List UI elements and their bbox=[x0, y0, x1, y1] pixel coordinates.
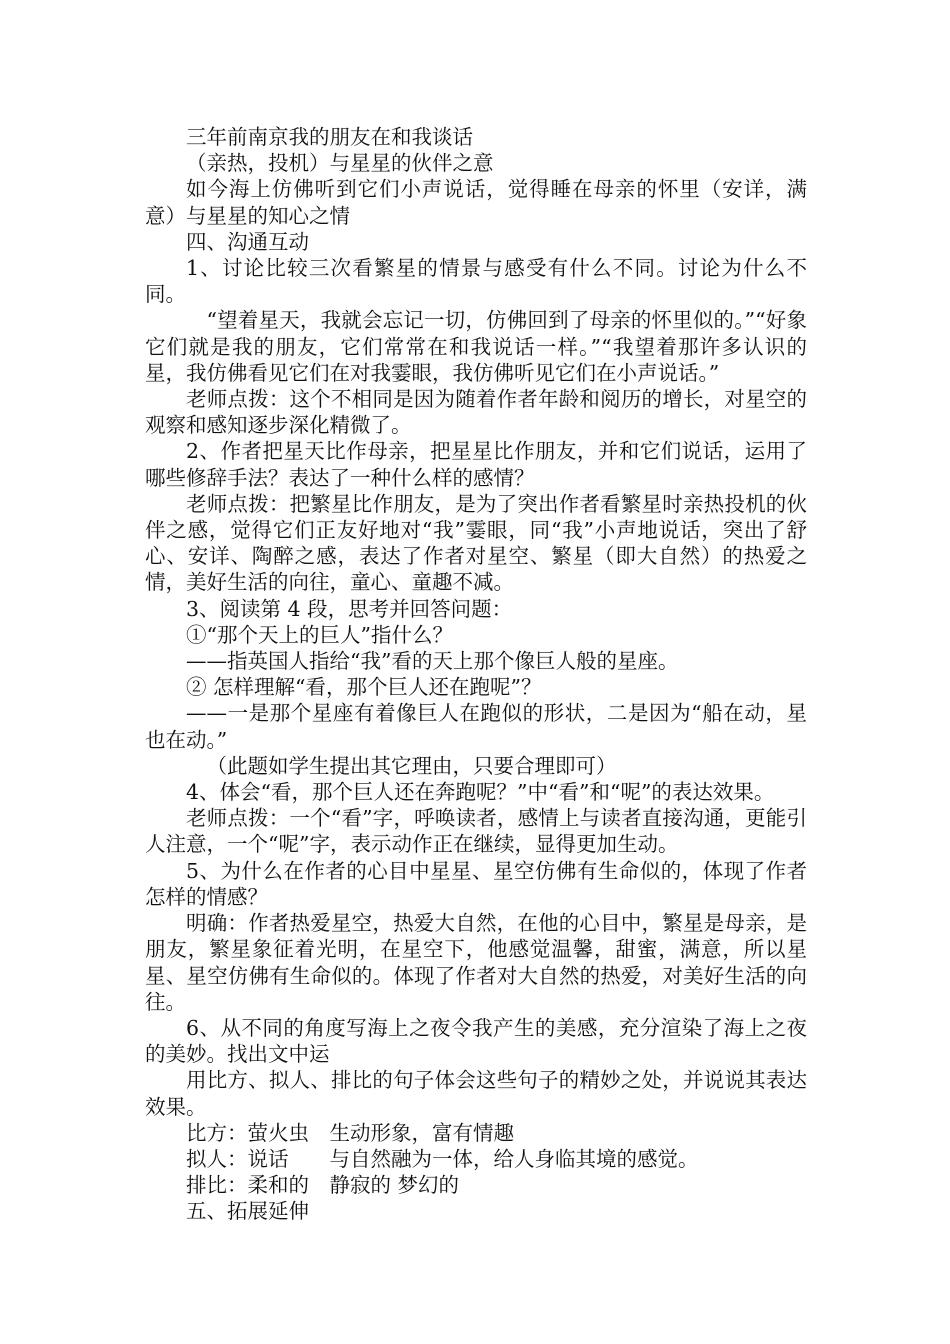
example-line: 比方：萤火虫 生动形象，富有情趣 bbox=[186, 1120, 514, 1145]
sub-question: ①“那个天上的巨人”指什么？ bbox=[186, 622, 453, 647]
question: 2、作者把星天比作母亲，把星星比作朋友，并和它们说话，运用了哪些修辞手法？表达了一种什么样的感情？ bbox=[145, 439, 807, 490]
paragraph: 如今海上仿佛听到它们小声说话，觉得睡在母亲的怀里（安详，满意）与星星的知心之情 bbox=[145, 177, 807, 228]
section-heading: 五、拓展延伸 bbox=[186, 1199, 309, 1224]
teacher-note: 老师点拨：把繁星比作朋友，是为了突出作者看繁星时亲热投机的伙伴之感，觉得它们正友好地对“我”霎眼，同“我”小声地说话，突出了舒心、安详、陶醉之感，表达了作者对星空、繁星（即大自然）的热爱之情，美好生活的向往，童心、童趣不减。 bbox=[145, 491, 807, 595]
example-line: 排比：柔和的 静寂的 梦幻的 bbox=[186, 1173, 460, 1198]
question: 5、为什么在作者的心目中星星、星空仿佛有生命似的，体现了作者怎样的情感？ bbox=[145, 858, 807, 909]
question: 3、阅读第 4 段，思考并回答问题： bbox=[186, 596, 513, 621]
question: 1、讨论比较三次看繁星的情景与感受有什么不同。讨论为什么不同。 bbox=[145, 256, 807, 307]
question: 6、从不同的角度写海上之夜令我产生的美感，充分渲染了海上之夜的美妙。找出文中运 bbox=[145, 1015, 807, 1067]
note: （此题如学生提出其它理由，只要合理即可） bbox=[206, 753, 617, 778]
quotation: “望着星天，我就会忘记一切，仿佛回到了母亲的怀里似的。”“好象它们就是我的朋友，它们常常在和我说话一样。”“我望着那许多认识的星，我仿佛看见它们在对我霎眼，我仿佛听见它们在小声说话。” bbox=[145, 308, 807, 385]
answer: ——一是那个星座有着像巨人在跑似的形状，二是因为“船在动，星也在动。” bbox=[145, 701, 807, 752]
document-body bbox=[145, 124, 807, 1225]
answer: ——指英国人指给“我”看的天上那个像巨人般的星座。 bbox=[186, 649, 679, 674]
example-line: 拟人：说话 与自然融为一体，给人身临其境的感觉。 bbox=[186, 1146, 699, 1171]
teacher-note: 老师点拨：这个不相同是因为随着作者年龄和阅历的增长，对星空的观察和感知逐步深化精微了。 bbox=[145, 387, 807, 438]
paragraph: （亲热，投机）与星星的伙伴之意 bbox=[186, 151, 494, 176]
sub-question: ② 怎样理解“看，那个巨人还在跑呢”？ bbox=[186, 675, 542, 700]
paragraph: 用比方、拟人、排比的句子体会这些句子的精妙之处，并说说其表达效果。 bbox=[145, 1068, 807, 1119]
question: 4、体会“看，那个巨人还在奔跑呢？”中“看”和“呢”的表达效果。 bbox=[186, 780, 775, 805]
answer: 明确：作者热爱星空，热爱大自然，在他的心目中，繁星是母亲，是朋友，繁星象征着光明，在星空下，他感觉温馨，甜蜜，满意，所以星星、星空仿佛有生命似的。体现了作者对大自然的热爱，对美好生活的向往。 bbox=[145, 911, 807, 1014]
teacher-note: 老师点拨：一个“看”字，呼唤读者，感情上与读者直接沟通，更能引人注意，一个“呢”字，表示动作正在继续，显得更加生动。 bbox=[145, 806, 807, 857]
paragraph: 三年前南京我的朋友在和我谈话 bbox=[186, 125, 473, 149]
section-heading: 四、沟通互动 bbox=[186, 229, 309, 254]
